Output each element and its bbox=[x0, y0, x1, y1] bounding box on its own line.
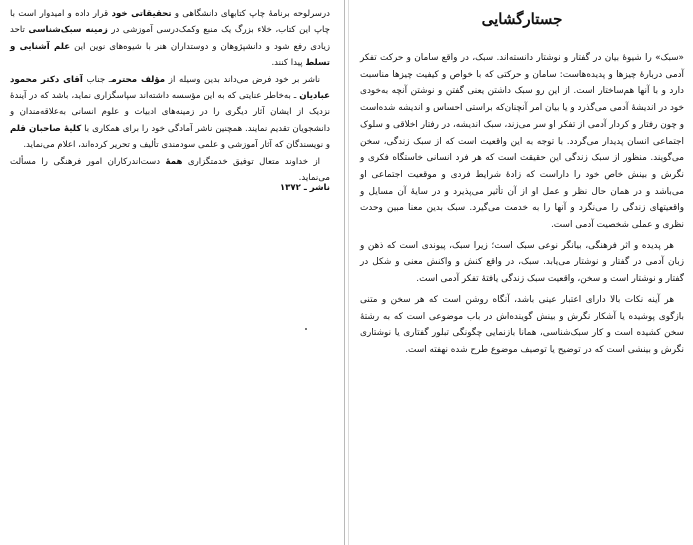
text-run: و نویسندگان که آثار آموزشی و علمی سودمندی تألیف و تحریر کرده‌اند، اعلام می‌نماید. bbox=[23, 140, 330, 151]
left-page bbox=[10, 6, 330, 186]
right-paragraph-1: «سبک» را شیوهٔ بیان در گفتار و نوشتار دانسته‌اند. سبک، در واقع سامان و حرکت تفکر آدمی دربارهٔ چیزها و پدیده‌هاست: سامان و حرکتی که با خواص و کیفیت چیزها مناسبت دارد و با آنها هم‌ساختار است. از این رو سبک داشتن یعنی گفتن و نوشتن آنچه به‌خودی خود در اندیشهٔ آدمی می‌گذرد و یا بیان امر آنچنان‌که براستی احساس و اندیشه شده‌است و چون رفتار و کردار آدمی از تفکر او سر می‌زند، سبک اندیشه، در رفتار اخلاقی و سلوک اجتماعی انسان پدیدار می‌گردد. با توجه به این واقعیت است که از سبک زندگی، سخن می‌گویند. منظور از سبک زندگی این حقیقت است که هر فرد انسانی خاستگاه فکری و نگرش و بینش خاص خود را داراست که زادهٔ شرایط فردی و موقعیت اجتماعی او می‌باشد و در همان حال نظر و عمل او از آن تأثیر می‌پذیرد و در سایهٔ آن مسایل و واقعیتهای زندگی را می‌نگرد و آنها را به خدمت می‌گیرد. سبک بدین معنا مبین وحدت نظری و عملی شخصیت آدمی است. bbox=[360, 53, 684, 231]
text-run: تاحد زیادی رفع شود و دانشپژوهان و دوستداران هنر با شیوه‌های نوین این bbox=[10, 25, 331, 52]
page-mark bbox=[305, 328, 307, 330]
page-gutter-shadow bbox=[348, 0, 349, 545]
publisher-signature: ناشر ـ ۱۳۷۲ bbox=[279, 183, 330, 193]
right-paragraph-3: هر آینه نکات بالا دارای اعتبار عینی باشد، آنگاه روشن است که هر سخن و متنی بازگوی پوشیده یا آشکار نگرش و بینش گوینده‌اش در باب موضوعی است که به رشتهٔ سخن کشیده است و کار سبک‌شناسی، همانا بازنمایی چگونگی تبلور گفتاری یا نوشتاری نگرش و بینشی است که در توضیح یا توصیف موضوع طرح شده نهفته است. bbox=[360, 294, 684, 355]
bold-run: کلیهٔ صاحبان قلم bbox=[10, 123, 82, 134]
text-run: ناشر بر خود فرض می‌داند بدین وسیله از bbox=[165, 74, 320, 85]
bold-run: علم آشنایی و تسلط bbox=[10, 41, 330, 69]
text-run: درسرلوحه برنامهٔ چاپ کتابهای دانشگاهی و bbox=[171, 9, 330, 19]
text-run: قرار داده و امیدوار است با چاپ این کتاب، خلاء بزرگ یک منبع وکمک‌درسی آموزشی در bbox=[10, 9, 330, 36]
text-run: از خداوند متعال توفیق خدمتگزاری bbox=[182, 156, 320, 167]
bold-run: مؤلف محترم bbox=[111, 74, 166, 85]
text-run: پیدا کنند. bbox=[271, 58, 306, 69]
bold-run: زمینه سبک‌شناسی bbox=[28, 25, 108, 36]
bold-run: آقای دکتر محمود عبادیان bbox=[10, 74, 330, 102]
right-page bbox=[360, 8, 684, 359]
page-gutter bbox=[344, 0, 345, 545]
text-run: ـ جناب bbox=[82, 74, 112, 85]
bold-run: همهٔ bbox=[165, 156, 183, 167]
page-title: جستارگشایی bbox=[481, 10, 563, 28]
right-paragraph-2: هر پدیده و اثر فرهنگی، بیانگر نوعی سبک است؛ زیرا سبک، پیوندی است که ذهن و زبان آدمی در گفتار و نوشتار می‌یابد. سبک، در واقع کنش و واکنش معنی و شکل در گفتار و نوشتار است و سخن، واقعیت سبک زندگی یافتهٔ تفکر آدمی است. bbox=[360, 240, 684, 285]
left-paragraph-2 bbox=[10, 72, 330, 154]
text-run: ـ به‌خاطر عنایتی که به این مؤسسه داشته‌اند سپاسگزاری نماید، باشد که در آیندهٔ نزدیک از ایشان آثار دیگری را در زمینه‌های ادبیات و علوم انسانی به‌علاقه‌مندان و دانشجویان تقدیم نمایند. همچنین ناشر آمادگی خود را برای همکاری با bbox=[10, 91, 330, 134]
left-paragraph-3 bbox=[10, 154, 330, 187]
text-run: دست‌اندرکاران امور فرهنگی را مسألت می‌نماید. bbox=[10, 156, 330, 184]
left-paragraph-1 bbox=[10, 6, 330, 72]
bold-run: تحقیقاتی خود bbox=[111, 9, 172, 19]
